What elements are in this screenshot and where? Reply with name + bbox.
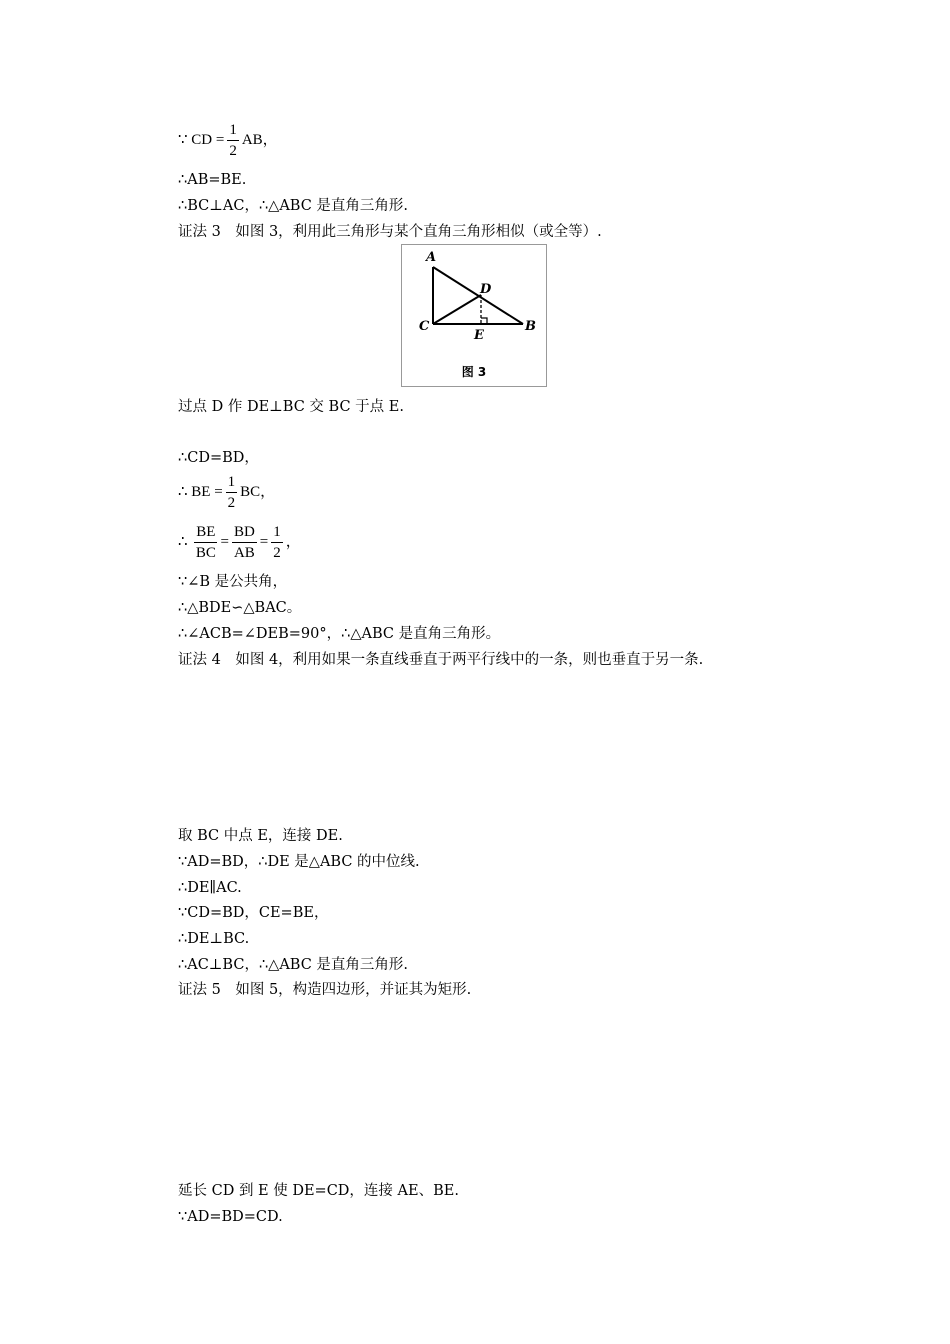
fraction-denominator: 2	[273, 545, 281, 561]
fraction-denominator: AB	[233, 545, 255, 561]
text-suffix: AB，	[241, 131, 278, 148]
proof-line-common-angle: ∵∠B 是公共角，	[178, 574, 288, 590]
label-a: A	[426, 250, 437, 265]
figure-3-caption: 图 3	[461, 365, 487, 379]
construction-extend-cd: 延长 CD 到 E 使 DE=CD，连接 AE、BE.	[178, 1183, 459, 1199]
proof-line-cd-eq-bd: ∴CD=BD，	[178, 450, 259, 466]
proof-line-be-half-bc	[178, 472, 275, 513]
label-c: C	[419, 319, 430, 334]
text-prefix: ∴ BE =	[178, 483, 223, 500]
text-suffix: BC，	[240, 483, 276, 500]
proof-line-ac-perp-bc: ∴AC⊥BC，∴△ABC 是直角三角形.	[178, 957, 409, 973]
label-d: D	[480, 282, 492, 297]
proof-line-bc-perp-ac: ∴BC⊥AC，∴△ABC 是直角三角形.	[178, 198, 409, 214]
text-prefix: ∴	[178, 533, 188, 550]
proof-line-midline: ∵AD=BD，∴DE 是△ABC 的中位线.	[178, 854, 420, 870]
construction-de-perp-bc: 过点 D 作 DE⊥BC 交 BC 于点 E.	[178, 399, 404, 415]
proof-line-de-parallel-ac: ∴DE∥AC.	[178, 880, 242, 896]
fraction-be-bc	[194, 522, 217, 563]
proof-line-ratio-equality	[178, 522, 301, 563]
equals-sign: =	[259, 533, 269, 550]
proof-line-de-perp-bc: ∴DE⊥BC.	[178, 931, 250, 947]
proof-line-ab-eq-be: ∴AB=BE.	[178, 172, 247, 188]
proof-line-ad-bd-cd: ∵AD=BD=CD.	[178, 1209, 283, 1225]
fraction-half	[271, 522, 283, 563]
fraction-numerator: BD	[232, 522, 257, 543]
fraction-numerator: 1	[271, 522, 283, 543]
proof-line-right-angle-conclusion: ∴∠ACB=∠DEB=90°，∴△ABC 是直角三角形。	[178, 626, 501, 642]
label-e: E	[474, 328, 484, 343]
fraction-numerator: 1	[227, 120, 239, 141]
label-b: B	[525, 319, 536, 334]
proof-method-3-heading: 证法 3 如图 3，利用此三角形与某个直角三角形相似（或全等）.	[178, 224, 602, 240]
fraction-half	[227, 120, 239, 161]
text-prefix: ∵ CD =	[178, 131, 225, 148]
text-suffix: ，	[285, 533, 301, 550]
fraction-bd-ab	[232, 522, 257, 563]
fraction-numerator: 1	[226, 472, 238, 493]
fraction-half	[226, 472, 238, 513]
fraction-numerator: BE	[194, 522, 217, 543]
fraction-denominator: 2	[229, 143, 237, 159]
equals-sign: =	[220, 533, 229, 550]
proof-line-similar-triangles: ∴△BDE∽△BAC。	[178, 600, 302, 616]
proof-method-4-heading: 证法 4 如图 4，利用如果一条直线垂直于两平行线中的一条，则也垂直于另一条.	[178, 652, 704, 668]
proof-method-5-heading: 证法 5 如图 5，构造四边形，并证其为矩形.	[178, 982, 472, 998]
proof-line-cd-bd-ce-be: ∵CD=BD，CE=BE，	[178, 905, 329, 921]
construction-midpoint-e: 取 BC 中点 E，连接 DE.	[178, 828, 343, 844]
segment-cd	[433, 295, 481, 324]
fraction-denominator: 2	[227, 495, 236, 511]
figure-3	[401, 244, 547, 387]
fraction-denominator: BC	[195, 545, 216, 561]
proof-line-cd-half-ab	[178, 120, 278, 161]
